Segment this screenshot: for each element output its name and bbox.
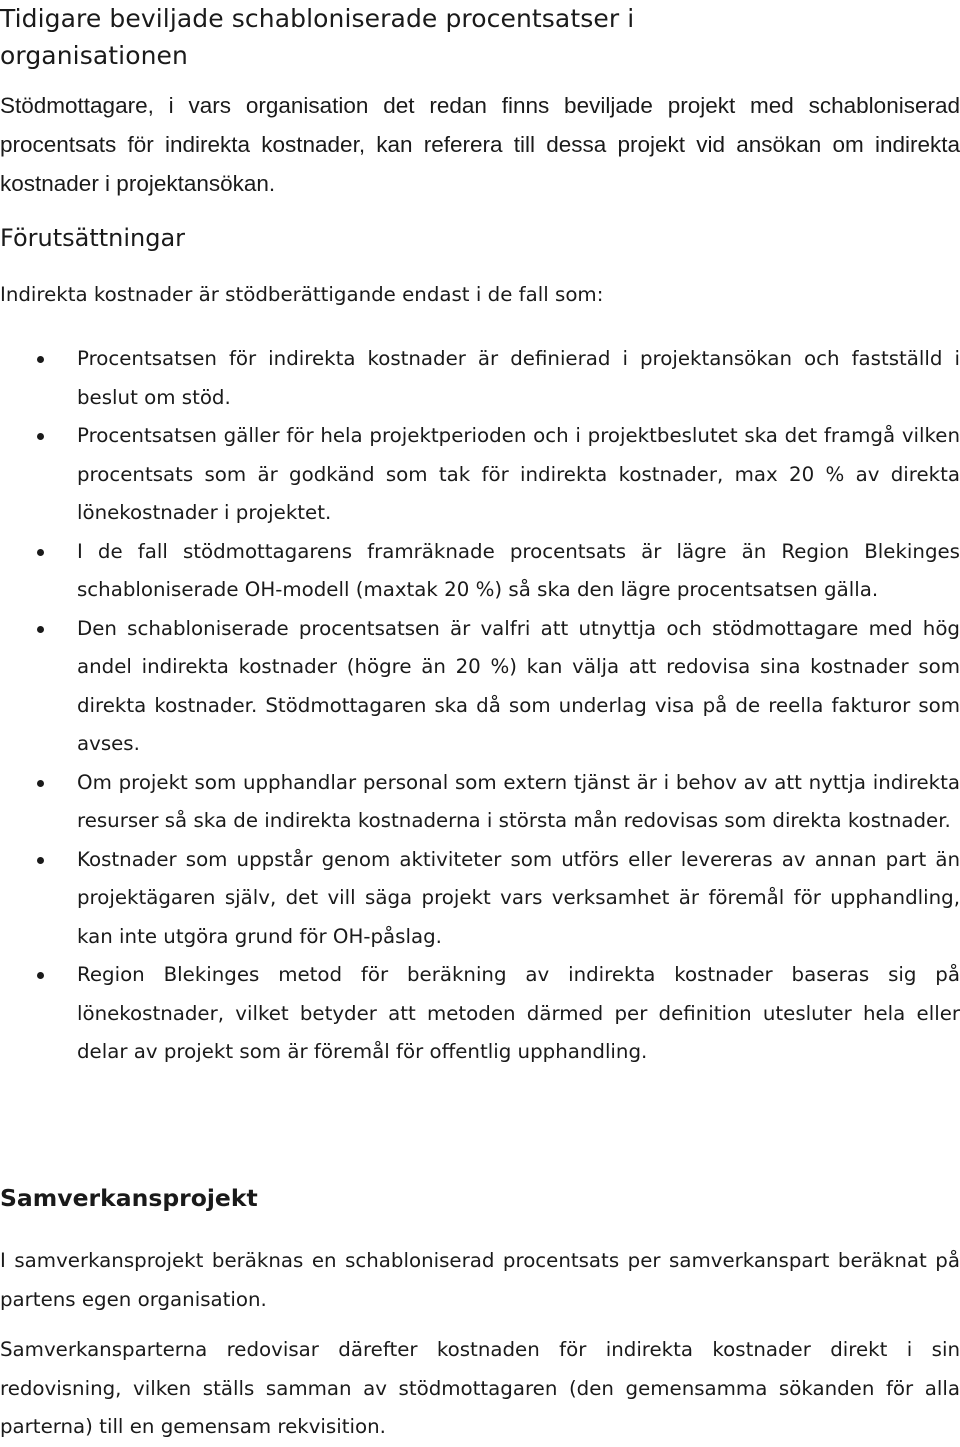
bullet-icon bbox=[37, 549, 44, 556]
bullet-icon bbox=[37, 433, 44, 440]
list-item-text: Om projekt som upphandlar personal som extern tjänst är i behov av att nyttja indirekta resurser så ska de indirekta kostnaderna i största mån redovisas som direkta kostnader. bbox=[77, 770, 960, 832]
bullet-icon bbox=[37, 857, 44, 864]
samverkan-paragraph-1: I samverkansprojekt beräknas en schabloniserad procentsats per samverkanspart beräknat på partens egen organisation. bbox=[0, 1249, 960, 1311]
list-item-text: Region Blekinges metod för beräkning av indirekta kostnader baseras sig på lönekostnader, vilket betyder att metoden därmed per definition utesluter hela eller delar av projekt som är föremål för offentlig upphandling. bbox=[77, 963, 960, 1063]
list-item-text: I de fall stödmottagarens framräknade procentsats är lägre än Region Blekinges schabloniserade OH-modell (maxtak 20 %) så ska den lägre procentsatsen gälla. bbox=[77, 539, 960, 601]
conditions-lead: Indirekta kostnader är stödberättigande endast i de fall som: bbox=[0, 283, 604, 306]
list-item bbox=[0, 841, 960, 957]
list-item-text: Procentsatsen för indirekta kostnader är definierad i projektansökan och fastställd i beslut om stöd. bbox=[77, 347, 960, 409]
list-item bbox=[0, 764, 960, 841]
list-item-text: Procentsatsen gäller för hela projektperioden och i projektbeslutet ska det framgå vilken procentsats som är godkänd som tak för indirekta kostnader, max 20 % av direkta lönekostnader i projektet. bbox=[77, 424, 960, 524]
conditions-list bbox=[0, 340, 960, 1072]
intro-paragraph: Stödmottagare, i vars organisation det redan finns beviljade projekt med schabloniserad procentsats för indirekta kostnader, kan referera till dessa projekt vid ansökan om indirekta kostnader i projektansökan. bbox=[0, 93, 960, 196]
list-item bbox=[0, 956, 960, 1072]
page-title: Tidigare beviljade schabloniserade procentsatser i organisationen bbox=[0, 4, 635, 70]
list-item bbox=[0, 417, 960, 533]
list-item-text: Den schabloniserade procentsatsen är valfri att utnyttja och stödmottagare med hög andel indirekta kostnader (högre än 20 %) kan välja att redovisa sina kostnader som direkta kostnader. Stödmottagaren ska då som underlag visa på de reella fakturor som avses. bbox=[77, 616, 960, 755]
samverkan-paragraph-2: Samverkansparterna redovisar därefter kostnaden för indirekta kostnader direkt i sin redovisning, vilken ställs samman av stödmottagaren (den gemensamma sökanden för alla parterna) till en gemensam rekvisition. bbox=[0, 1338, 960, 1438]
bullet-icon bbox=[37, 356, 44, 363]
bullet-icon bbox=[37, 626, 44, 633]
section-heading-samverkansprojekt: Samverkansprojekt bbox=[0, 1184, 258, 1212]
list-item bbox=[0, 610, 960, 764]
section-heading-forutsattningar: Förutsättningar bbox=[0, 224, 186, 252]
bullet-icon bbox=[37, 780, 44, 787]
list-item bbox=[0, 533, 960, 610]
list-item-text: Kostnader som uppstår genom aktiviteter som utförs eller levereras av annan part än projektägaren själv, det vill säga projekt vars verksamhet är föremål för upphandling, kan inte utgöra grund för OH-påslag. bbox=[77, 847, 960, 948]
list-item bbox=[0, 340, 960, 417]
bullet-icon bbox=[37, 972, 44, 979]
